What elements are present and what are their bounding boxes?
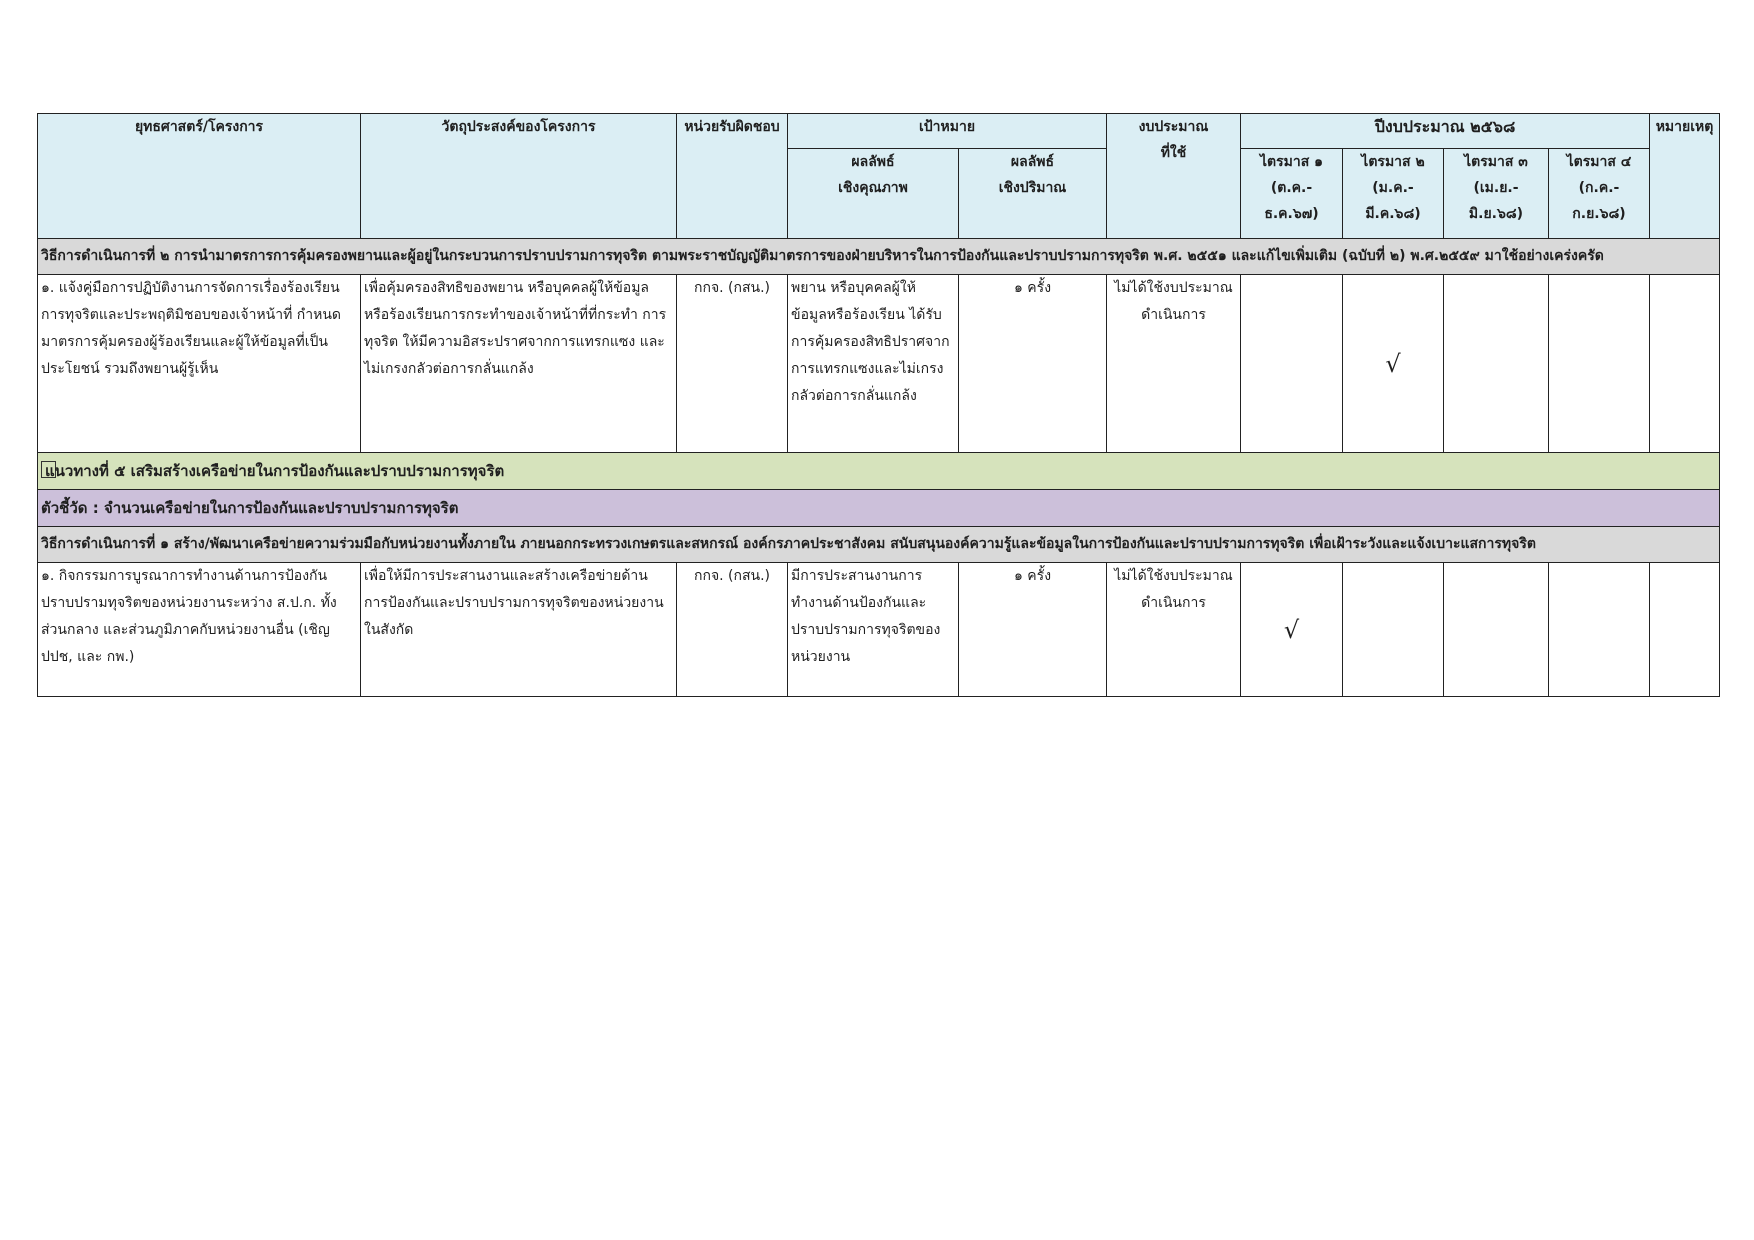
header-quarter-1: ไตรมาส ๑ (ต.ค.-ธ.ค.๖๗) [1241,149,1343,239]
header-target: เป้าหมาย [788,114,1107,149]
header-quarter-4: ไตรมาส ๔ (ก.ค.-ก.ย.๖๘) [1549,149,1650,239]
row1-quantity: ๑ ครั้ง [959,275,1107,453]
table-row [38,563,1720,697]
header-fiscal-year: ปีงบประมาณ ๒๕๖๘ [1241,114,1650,149]
row2-quantity: ๑ ครั้ง [959,563,1107,697]
row2-unit: กกจ. (กสน.) [677,563,788,697]
row2-q1-check: √ [1241,563,1343,697]
row1-q3 [1444,275,1549,453]
guideline-5-cell [38,453,1720,490]
row1-quality: พยาน หรือบุคคลผู้ให้ ข้อมูลหรือร้องเรียน ได้รับ การคุ้มครองสิทธิปราศจาก การแทรกแซงและไม่เกรง กลัวต่อการกลั่นแกล้ง [788,275,959,453]
row2-quality: มีการประสานงานการ ทำงานด้านป้องกันและ ปราบปรามการทุจริตของ หน่วยงาน [788,563,959,697]
header-objective: วัตถุประสงค์ของโครงการ [361,114,677,239]
header-quarter-2: ไตรมาส ๒ (ม.ค.-มี.ค.๖๘) [1343,149,1444,239]
row1-q4 [1549,275,1650,453]
row2-project: ๑. กิจกรรมการบูรณาการทำงานด้านการป้องกัน ปราบปรามทุจริตของหน่วยงานระหว่าง ส.ป.ก. ทั้ง ส่วนกลาง และส่วนภูมิภาคกับหน่วยงานอื่น (เชิญ ปปช, และ กพ.) [38,563,361,697]
row1-objective: เพื่อคุ้มครองสิทธิของพยาน หรือบุคคลผู้ให้ข้อมูล หรือร้องเรียนการกระทำของเจ้าหน้าที่ที่กระทำ การทุจริต ให้มีความอิสระปราศจากการแทรกแซง และไม่เกรงกลัวต่อการกลั่นแกล้ง [361,275,677,453]
guideline-5-text: แนวทางที่ ๕ เสริมสร้างเครือข่ายในการป้องกันและปราบปรามการทุจริต [45,462,505,480]
project-plan-table [37,113,1720,697]
row2-budget: ไม่ได้ใช้งบประมาณ ดำเนินการ [1107,563,1241,697]
strategy-1-row [38,527,1720,563]
row2-objective: เพื่อให้มีการประสานงานและสร้างเครือข่ายด้าน การป้องกันและปราบปรามการทุจริตของหน่วยงาน ในสังกัด [361,563,677,697]
header-project: ยุทธศาสตร์/โครงการ [38,114,361,239]
row1-budget: ไม่ได้ใช้งบประมาณ ดำเนินการ [1107,275,1241,453]
header-remark: หมายเหตุ [1650,114,1720,239]
row1-q2-check: √ [1343,275,1444,453]
strategy-2-text: วิธีการดำเนินการที่ ๒ การนำมาตรการการคุ้มครองพยานและผู้อยู่ในกระบวนการปราบปรามการทุจริต ตามพระราชบัญญัติมาตรการของฝ่ายบริหารในการป้องกันและปราบปรามการทุจริต พ.ศ. ๒๕๕๑ และแก้ไขเพิ่มเติม (ฉบับที่ ๒) พ.ศ.๒๕๕๙ มาใช้อย่างเคร่งครัด [38,239,1720,275]
header-unit: หน่วยรับผิดชอบ [677,114,788,239]
header-quarter-3: ไตรมาส ๓ (เม.ย.-มิ.ย.๖๘) [1444,149,1549,239]
header-quantity: ผลลัพธ์ เชิงปริมาณ [959,149,1107,239]
indicator-row [38,490,1720,527]
indicator-text: ตัวชี้วัด : จำนวนเครือข่ายในการป้องกันและปราบปรามการทุจริต [38,490,1720,527]
row2-q2 [1343,563,1444,697]
guideline-5-row [38,453,1720,490]
row1-remark [1650,275,1720,453]
strategy-1-text: วิธีการดำเนินการที่ ๑ สร้าง/พัฒนาเครือข่ายความร่วมมือกับหน่วยงานทั้งภายใน ภายนอกกระทรวงเกษตรและสหกรณ์ องค์กรภาคประชาสังคม สนับสนุนองค์ความรู้และข้อมูลในการป้องกันและปราบปรามการทุจริต เพื่อเฝ้าระวังและแจ้งเบาะแสการทุจริต [38,527,1720,563]
row1-project: ๑. แจ้งคู่มือการปฏิบัติงานการจัดการเรื่องร้องเรียน การทุจริตและประพฤติมิชอบของเจ้าหน้าที่ กำหนด มาตรการคุ้มครองผู้ร้องเรียนและผู้ให้ข้อมูลที่เป็น ประโยชน์ รวมถึงพยานผู้รู้เห็น [38,275,361,453]
row1-unit: กกจ. (กสน.) [677,275,788,453]
header-budget: งบประมาณ ที่ใช้ [1107,114,1241,239]
table-row [38,275,1720,453]
row2-remark [1650,563,1720,697]
row2-q3 [1444,563,1549,697]
row1-q1 [1241,275,1343,453]
header-quality: ผลลัพธ์ เชิงคุณภาพ [788,149,959,239]
strategy-2-row [38,239,1720,275]
row2-q4 [1549,563,1650,697]
